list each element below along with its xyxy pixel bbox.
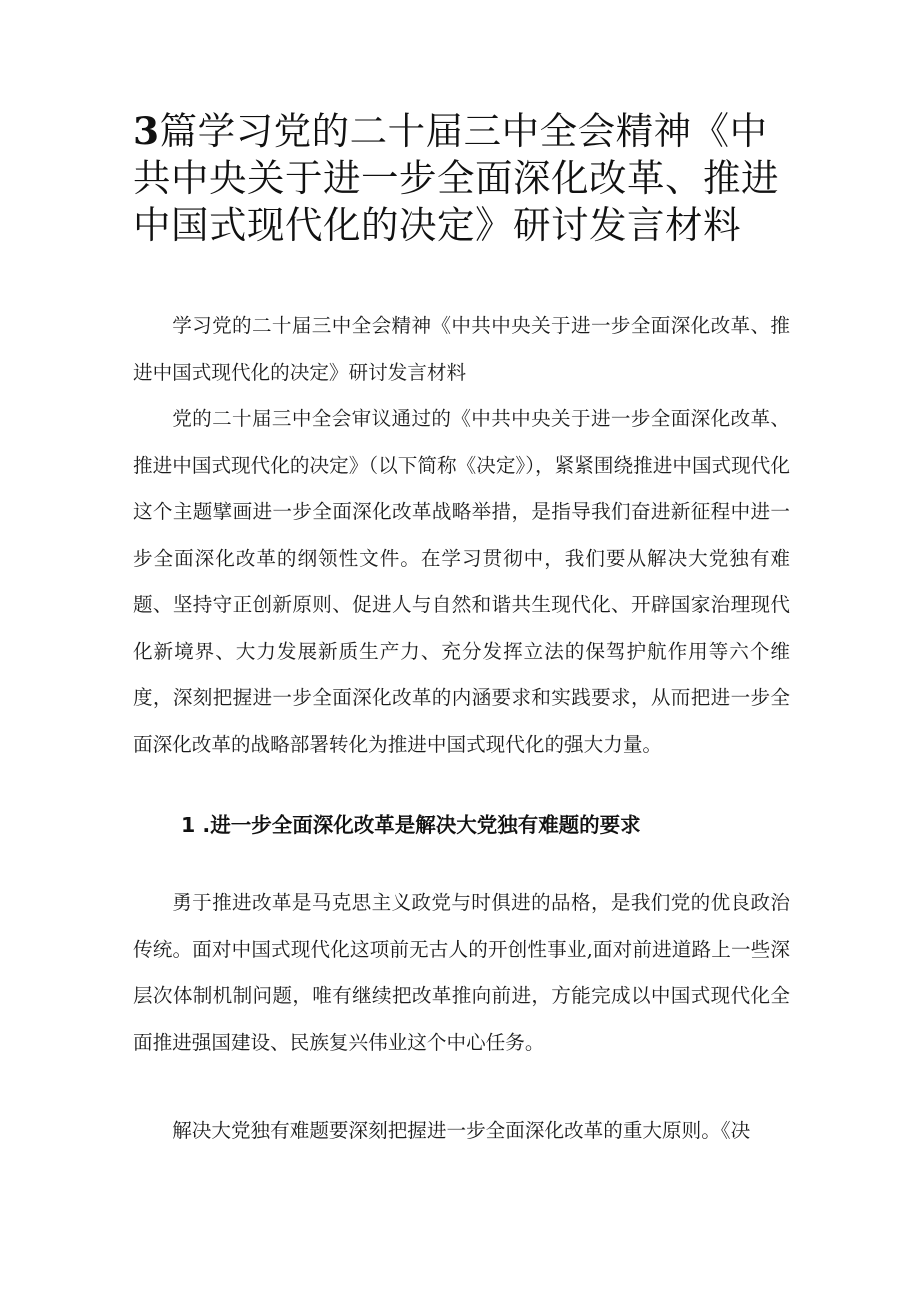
section-heading-1: 1 .进一步全面深化改革是解决大党独有难题的要求 [181, 813, 641, 837]
paragraph-intro: 党的二十届三中全会审议通过的《中共中央关于进一步全面深化改革、推进中国式现代化的决定》（以下简称《决定》），紧紧围绕推进中国式现代化这个主题擘画进一步全面深化改革战略举措，是指导我们奋进新征程中进一步全面深化改革的纲领性文件。在学习贯彻中，我们要从解决大党独有难题、坚持守正创新原则、促进人与自然和谐共生现代化、开辟国家治理现代化新境界、大力发展新质生产力、充分发挥立法的保驾护航作用等六个维度，深刻把握进一步全面深化改革的内涵要求和实践要求，从而把进一步全面深化改革的战略部署转化为推进中国式现代化的强大力量。 [133, 407, 790, 756]
title-text: 篇学习党的二十届三中全会精神《中共中央关于进一步全面深化改革、推进中国式现代化的决定》研讨发言材料 [133, 109, 779, 247]
paragraph-section1-2: 解决大党独有难题要深刻把握进一步全面深化改革的重大原则。《决 [172, 1119, 751, 1142]
paragraph-section1-1: 勇于推进改革是马克思主义政党与时俱进的品格，是我们党的优良政治传统。面对中国式现代化这项前无古人的开创性事业,面对前进道路上一些深层次体制机制问题，唯有继续把改革推向前进，方能完成以中国式现代化全面推进强国建设、民族复兴伟业这个中心任务。 [133, 891, 790, 1054]
title-number: 3 [133, 109, 160, 153]
paragraph-subtitle: 学习党的二十届三中全会精神《中共中央关于进一步全面深化改革、推进中国式现代化的决定》研讨发言材料 [133, 314, 790, 384]
document-title [133, 108, 790, 249]
